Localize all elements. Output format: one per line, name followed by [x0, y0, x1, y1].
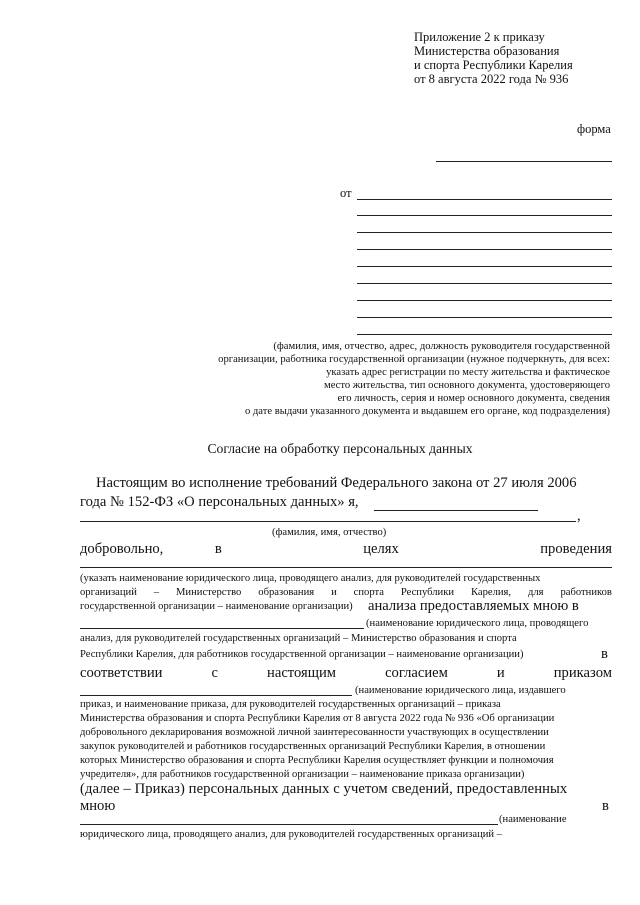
note-line: о дате выдачи указанного документа и выдавшем его органе, код подразделения)	[244, 406, 610, 417]
fio-field-line[interactable]	[80, 521, 576, 522]
recipient-field-line[interactable]	[80, 628, 364, 629]
from-field-line[interactable]	[357, 232, 612, 233]
from-note	[218, 340, 610, 418]
paragraph-line: (далее – Приказ) персональных данных с учетом сведений, предоставленных	[80, 781, 568, 797]
header-line: Министерства образования	[414, 44, 560, 58]
word: в	[214, 541, 222, 557]
submission-note-line: юридического лица, проводящего анализ, для руководителей государственных организаций –	[80, 829, 503, 840]
submission-note-line: (наименование	[499, 814, 567, 825]
recipient-note-line: анализ, для руководителей государственных организаций – Министерство образования и спорта	[80, 633, 517, 644]
note-line: организации, работника государственной организации (нужное подчеркнуть, для всех:	[218, 354, 610, 365]
order-note-line: Министерства образования и спорта Республики Карелия от 8 августа 2022 года № 936 «Об организации	[80, 713, 555, 724]
paragraph-line: Настоящим во исполнение требований Федерального закона от 27 июля 2006	[96, 475, 577, 491]
note-line: место жительства, тип основного документа, удостоверяющего	[324, 380, 610, 391]
fio-note: (фамилия, имя, отчество)	[272, 527, 387, 538]
word: мною	[80, 798, 116, 814]
order-note-line: учредителя», для работников государственной организации – наименование приказа организации)	[80, 769, 525, 780]
word: добровольно,	[80, 541, 164, 557]
header-line: Приложение 2 к приказу	[414, 30, 545, 44]
from-field-line[interactable]	[357, 199, 612, 200]
from-field-line[interactable]	[357, 215, 612, 216]
header-line: от 8 августа 2022 года № 936	[414, 72, 569, 86]
note-line: (фамилия, имя, отчество, адрес, должность руководителя государственной	[273, 341, 610, 352]
form-label: форма	[577, 122, 611, 136]
word: в	[602, 798, 609, 814]
from-field-line[interactable]	[357, 266, 612, 267]
order-note-line: (наименование юридического лица, издавшего	[355, 685, 566, 696]
recipient-note-line: Республики Карелия, для работников государственной организации – наименование организации)	[80, 649, 524, 660]
order-note-line: добровольного декларирования возможной личной заинтересованности участвующих в осуществлении	[80, 727, 549, 738]
addressee-line[interactable]	[436, 161, 612, 162]
from-field-line[interactable]	[357, 283, 612, 284]
analysis-text: анализа предоставляемых мною в	[368, 598, 579, 614]
from-label: от	[340, 186, 352, 200]
submission-field-line[interactable]	[80, 824, 498, 825]
accordance-line: соответствии с настоящим согласием и приказом	[80, 665, 612, 681]
from-field-line[interactable]	[357, 249, 612, 250]
header-line: и спорта Республики Карелия	[414, 58, 573, 72]
from-field-line[interactable]	[357, 300, 612, 301]
order-field-line[interactable]	[80, 695, 352, 696]
word: проведения	[540, 541, 612, 557]
org-note-line: (указать наименование юридического лица, проводящего анализ, для руководителей государственных	[80, 573, 541, 584]
org-note-line: организаций – Министерство образования и спорта Республики Карелия, для работников	[80, 587, 612, 598]
purpose-line	[80, 541, 612, 558]
from-field-line[interactable]	[357, 317, 612, 318]
appendix-header	[414, 30, 573, 86]
word: целях	[363, 541, 399, 557]
order-note-line: приказ, и наименование приказа, для руководителей государственных организаций – приказа	[80, 699, 501, 710]
org-note-line: государственной организации – наименование организации)	[80, 601, 353, 612]
comma: ,	[577, 508, 581, 524]
from-field-line[interactable]	[357, 334, 612, 335]
order-note-line: которых Министерство образования и спорта Республики Карелия осуществляет функции и полномочия	[80, 755, 554, 766]
recipient-note-line: (наименование юридического лица, проводящего	[366, 618, 589, 629]
note-line: указать адрес регистрации по месту жительства и фактическое	[326, 367, 610, 378]
paragraph-line: года № 152-ФЗ «О персональных данных» я,	[80, 494, 359, 510]
name-field-line[interactable]	[374, 510, 538, 511]
organization-field-line[interactable]	[80, 567, 612, 568]
word: в	[601, 646, 608, 662]
note-line: его личность, серия и номер основного документа, сведения	[337, 393, 610, 404]
document-title: Согласие на обработку персональных данных	[207, 441, 473, 456]
order-note-line: закупок руководителей и работников государственных организаций Республики Карелия, в отношении	[80, 741, 546, 752]
